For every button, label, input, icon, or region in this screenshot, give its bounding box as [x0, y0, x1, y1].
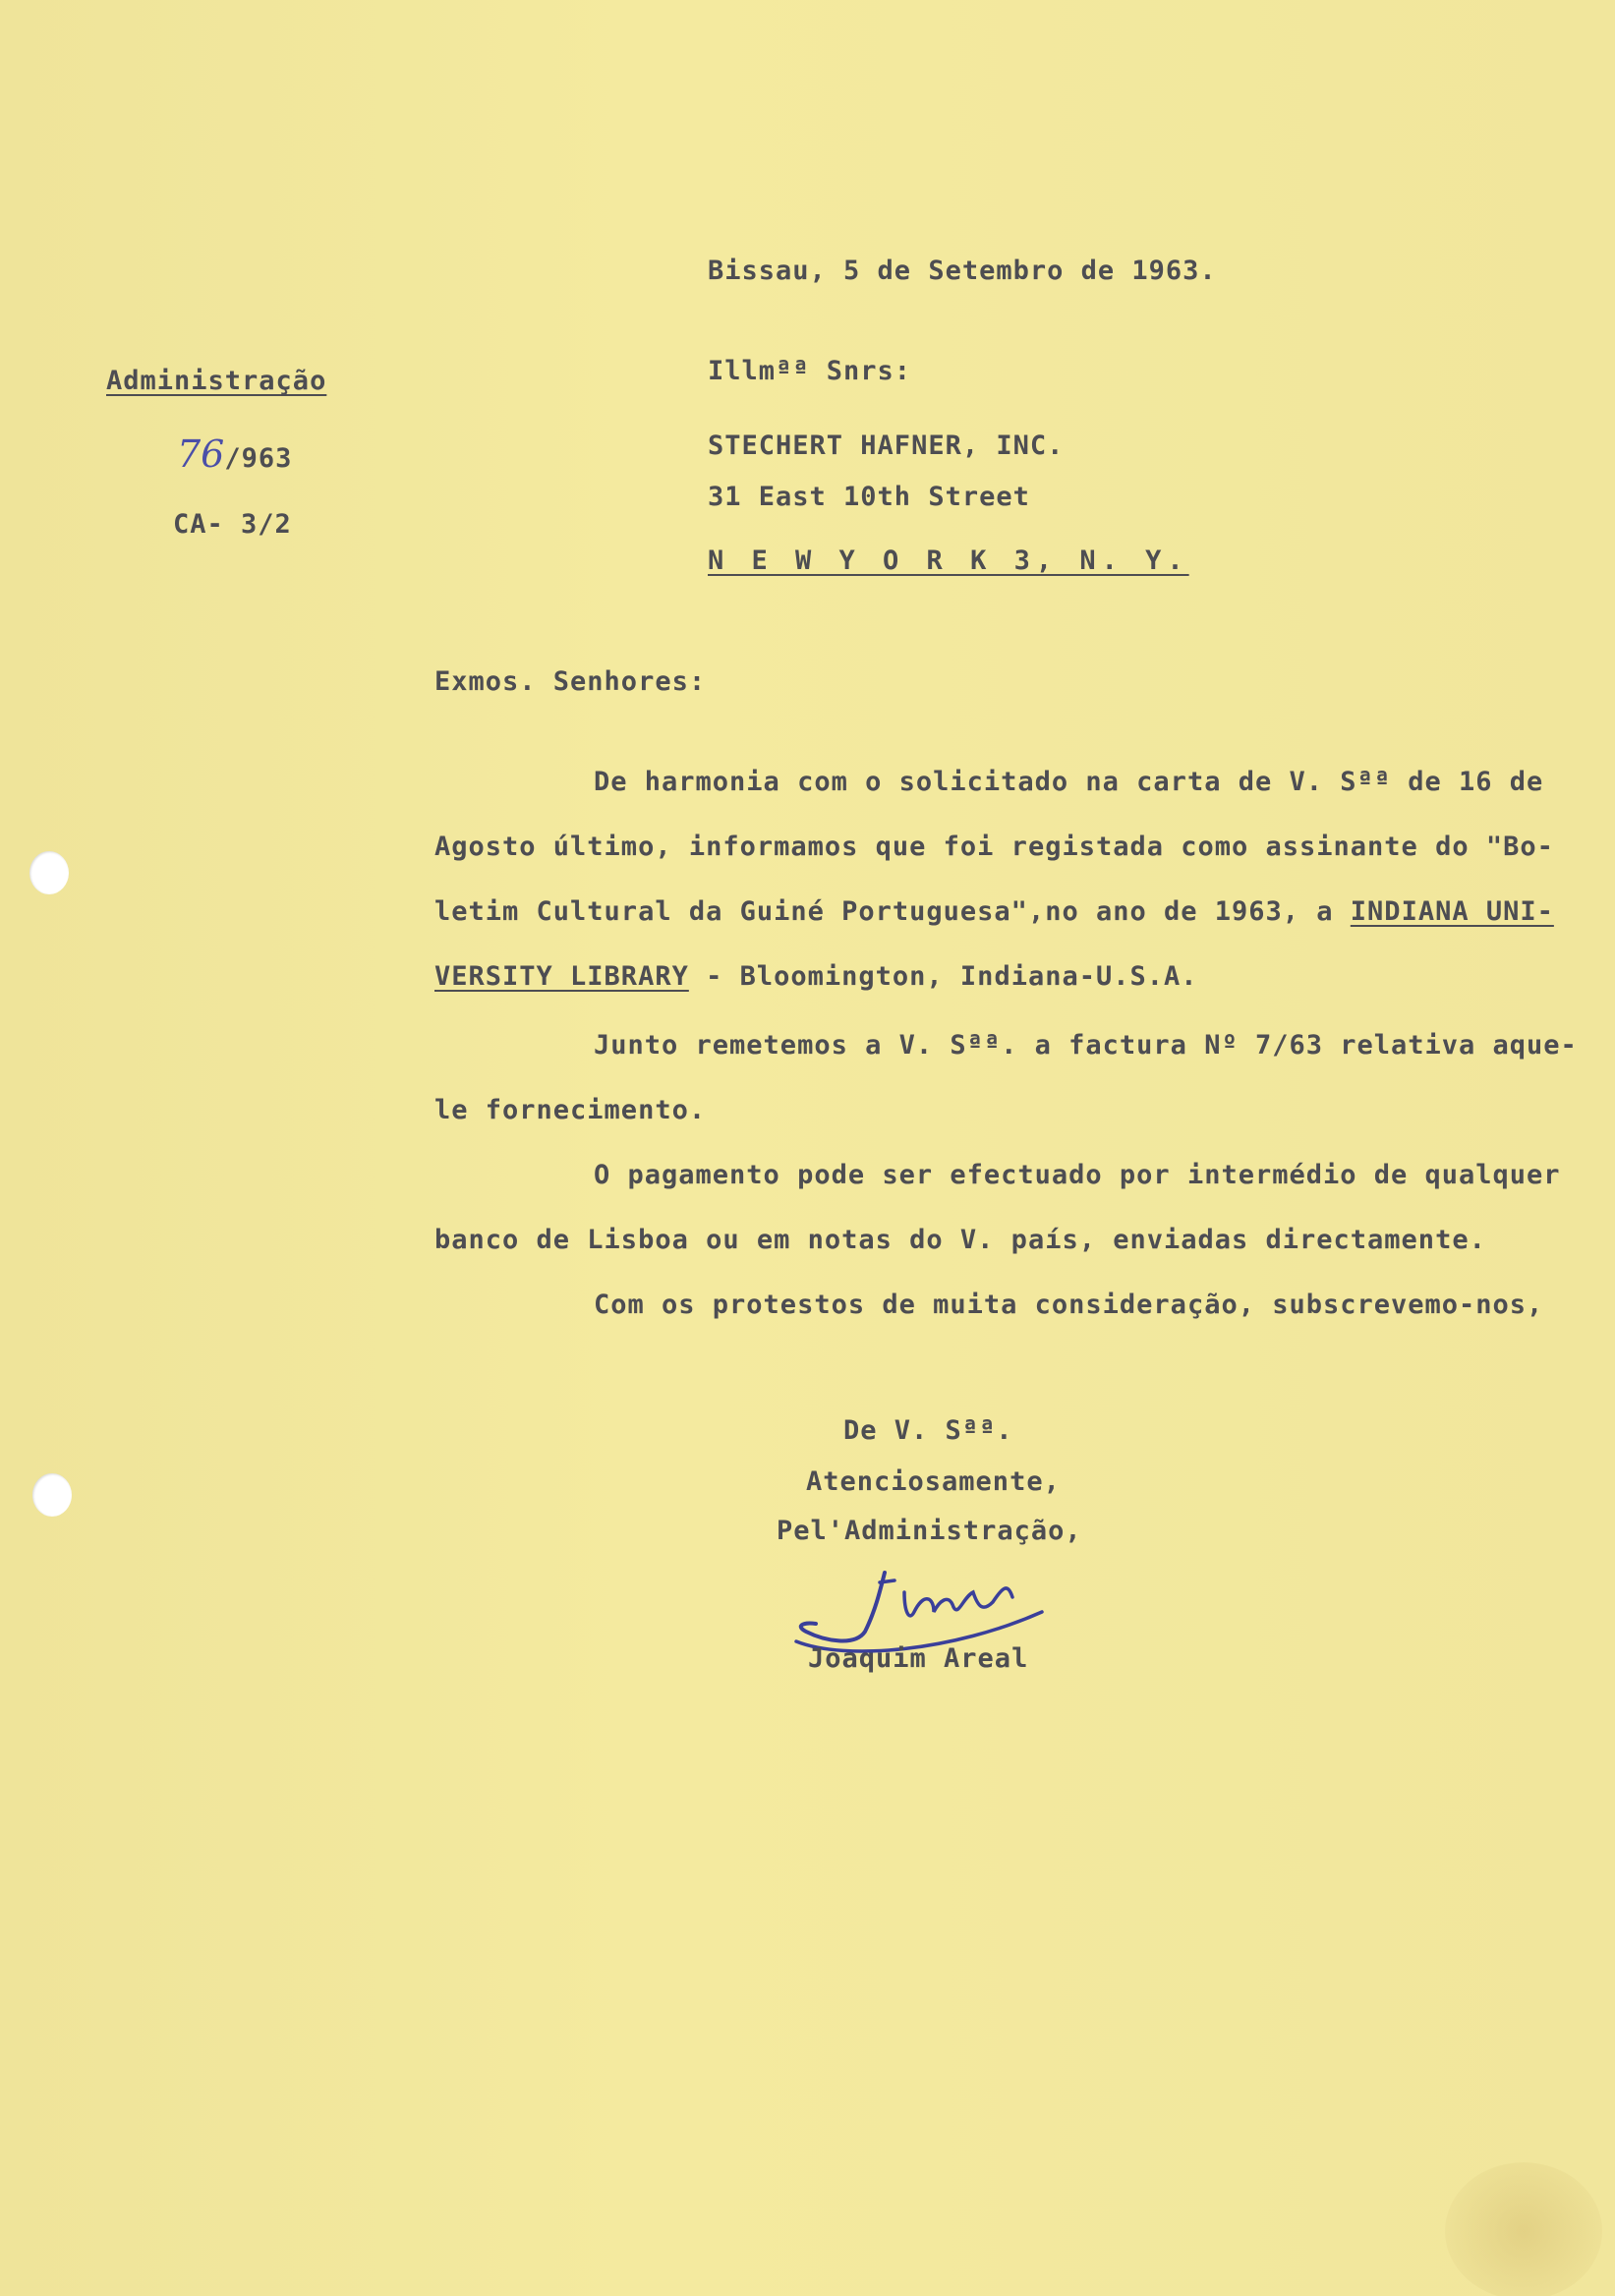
recipient-street: 31 East 10th Street: [708, 482, 1030, 512]
punch-hole-top: [29, 851, 69, 894]
department-heading: Administração: [106, 366, 327, 396]
indiana-university-highlight: INDIANA UNI-: [1350, 896, 1554, 927]
recipient-city: N E W Y O R K 3, N. Y.: [708, 545, 1189, 576]
body-line-9: Com os protestos de muita consideração, subscrevemo-nos,: [594, 1290, 1544, 1320]
closing-line-1: De V. Sªª.: [843, 1415, 1013, 1446]
body-line-4: [434, 961, 1198, 992]
punch-hole-bottom: [32, 1473, 72, 1517]
body-line-6: le fornecimento.: [434, 1095, 707, 1125]
recipient-salutation: Illmªª Snrs:: [708, 356, 912, 386]
date-line: Bissau, 5 de Setembro de 1963.: [708, 256, 1217, 286]
body-line-3-text: letim Cultural da Guiné Portuguesa",no ano de 1963, a: [434, 896, 1351, 927]
handwritten-ref: 76: [177, 432, 225, 476]
reference-number: [177, 432, 292, 476]
body-line-8: banco de Lisboa ou em notas do V. país, enviadas directamente.: [434, 1225, 1486, 1255]
ref-year: /963: [224, 443, 293, 474]
body-line-1: De harmonia com o solicitado na carta de V. Sªª de 16 de: [594, 767, 1544, 797]
body-line-5: Junto remetemos a V. Sªª. a factura Nº 7/63 relativa aque-: [594, 1030, 1578, 1061]
body-line-3: [434, 896, 1554, 927]
body-line-4-text: - Bloomington, Indiana-U.S.A.: [688, 961, 1198, 992]
reference-code: CA- 3/2: [173, 509, 292, 540]
library-highlight: VERSITY LIBRARY: [434, 961, 689, 992]
greeting: Exmos. Senhores:: [434, 666, 707, 697]
body-line-2: Agosto último, informamos que foi registada como assinante do "Bo-: [434, 832, 1554, 862]
closing-line-3: Pel'Administração,: [777, 1516, 1082, 1546]
closing-line-2: Atenciosamente,: [806, 1466, 1061, 1497]
paper-stain: [1445, 2162, 1602, 2296]
recipient-company: STECHERT HAFNER, INC.: [708, 430, 1065, 461]
signatory-name: Joaquim Areal: [808, 1643, 1029, 1674]
body-line-7: O pagamento pode ser efectuado por intermédio de qualquer: [594, 1160, 1561, 1190]
